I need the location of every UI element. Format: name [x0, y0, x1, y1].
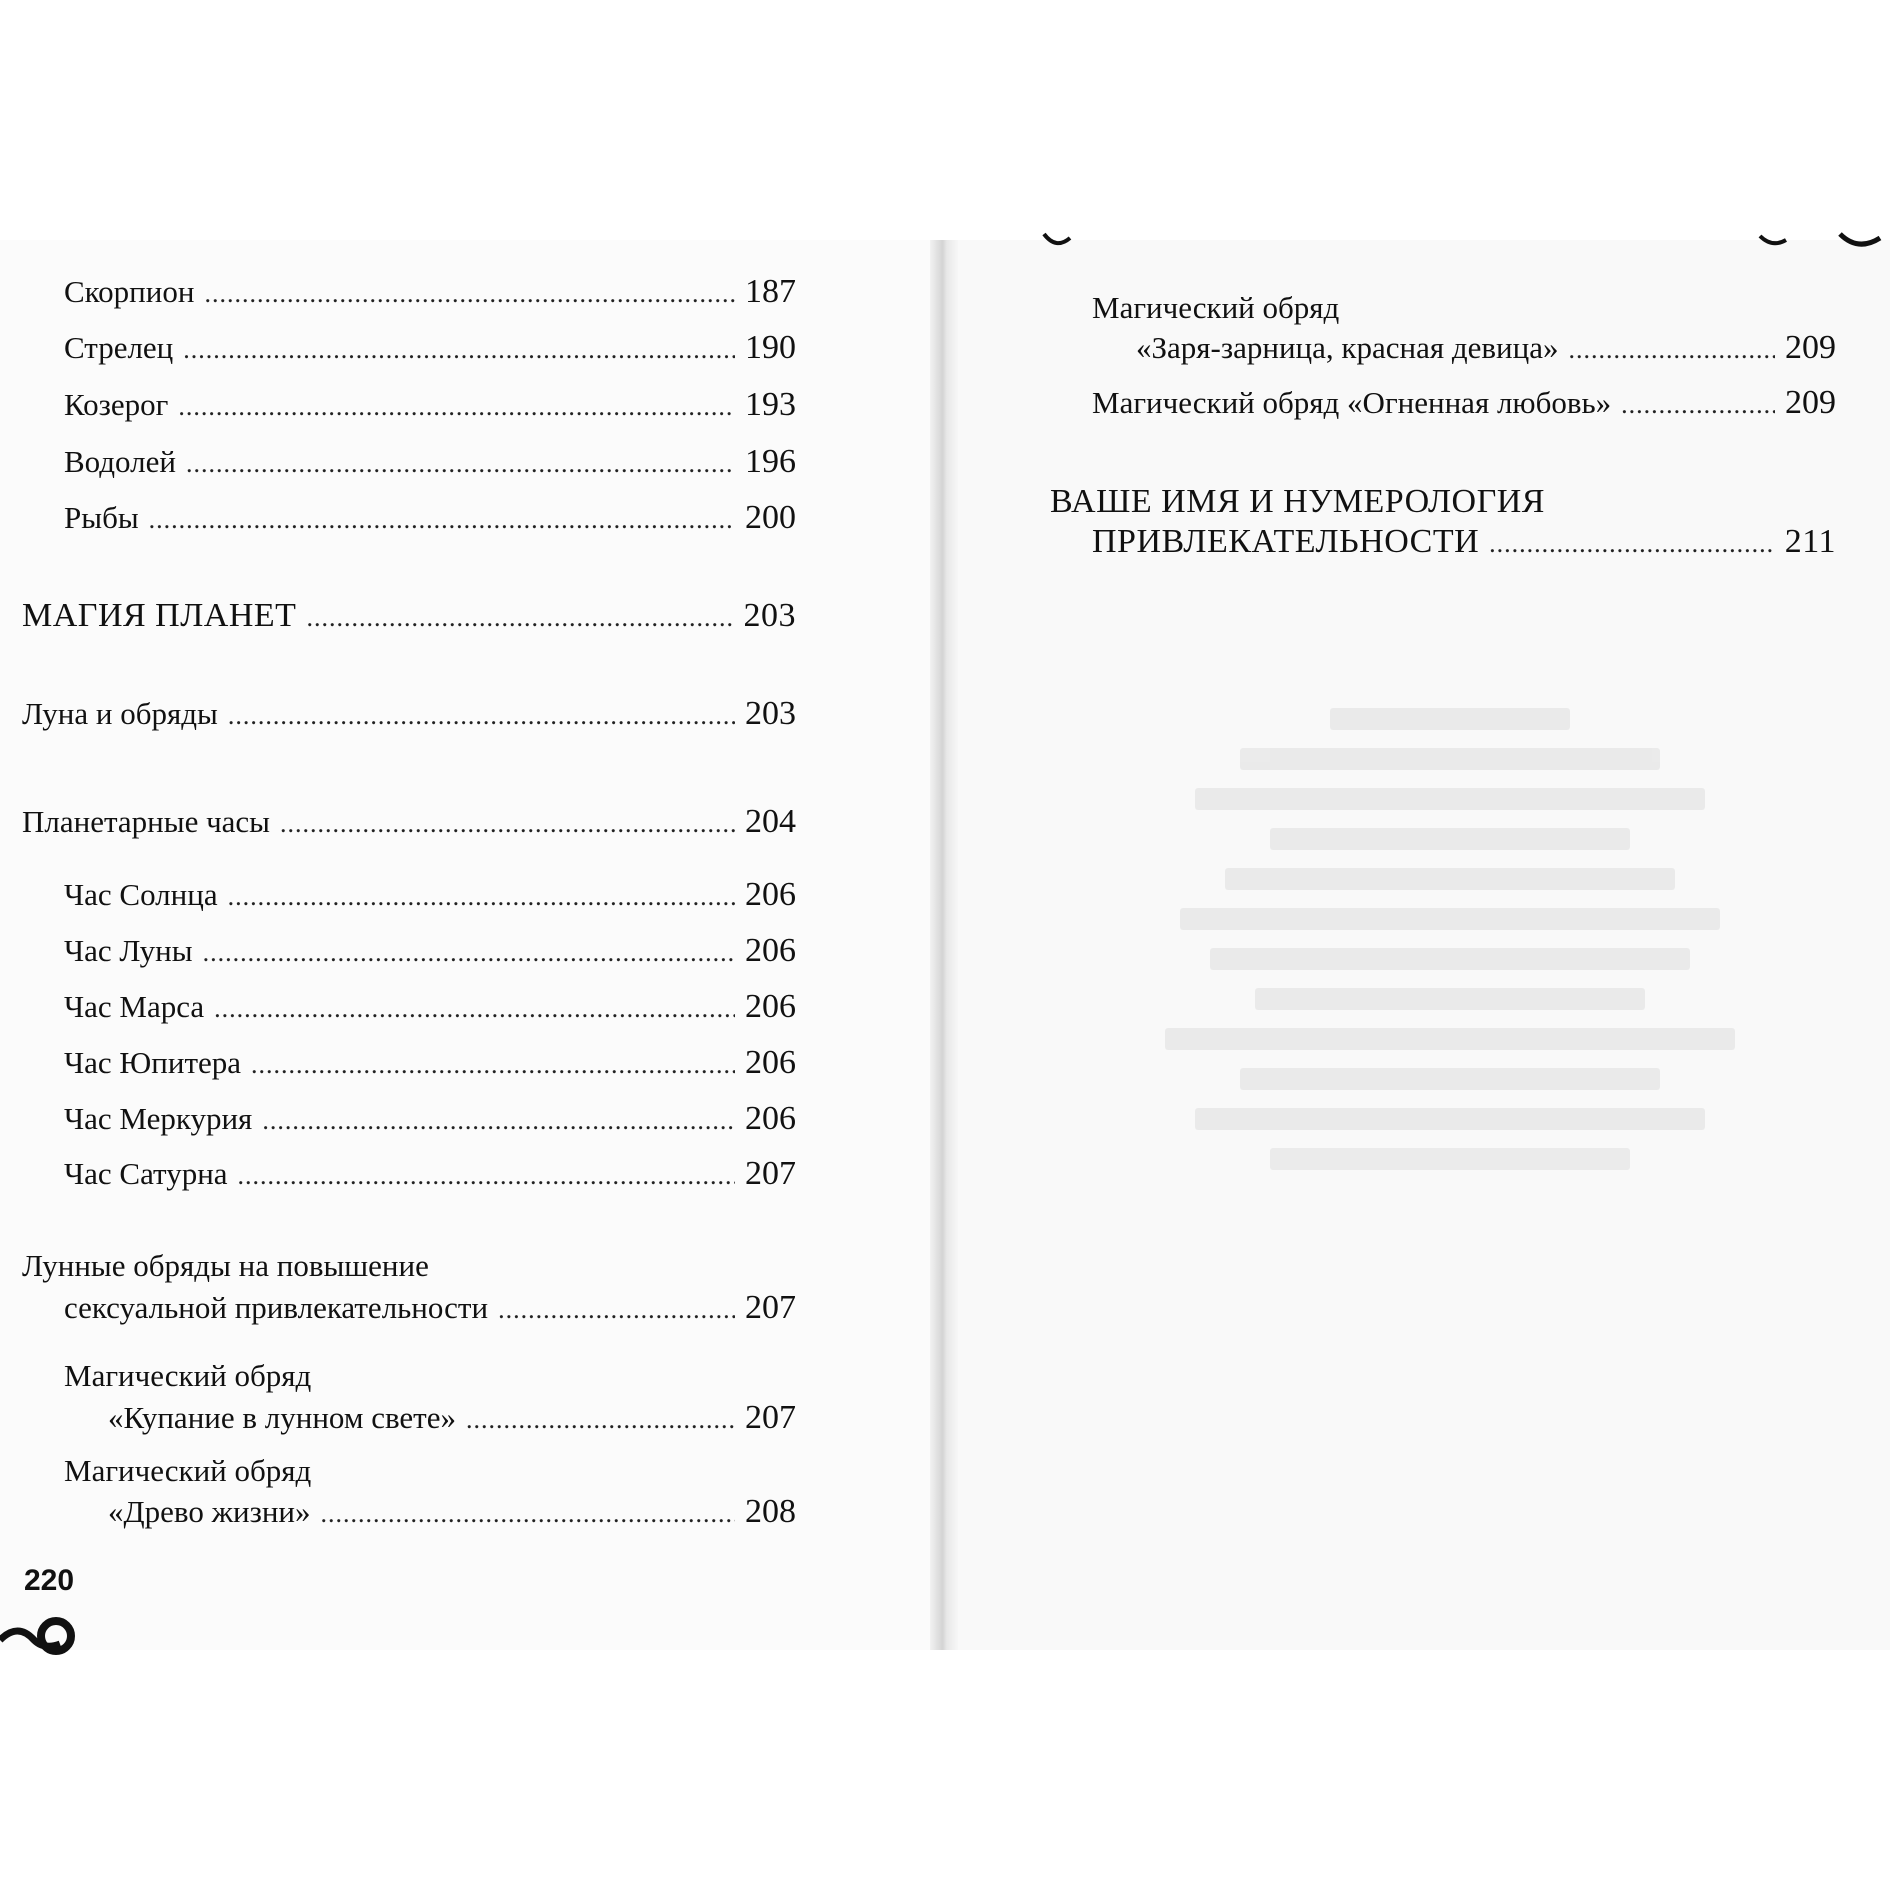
dot-leader [149, 500, 735, 540]
toc-entry-title: «Купание в лунном свете» [108, 1400, 456, 1435]
dot-leader [214, 989, 735, 1029]
toc-entry[interactable] [1092, 383, 1836, 425]
toc-entry[interactable] [22, 694, 796, 736]
toc-section-heading[interactable] [22, 596, 796, 638]
toc-entry-page: 206 [745, 876, 796, 913]
toc-entry-title: Рыбы [64, 500, 139, 535]
toc-entry[interactable] [64, 987, 796, 1029]
toc-entry[interactable] [64, 1099, 796, 1141]
toc-entry-title: «Древо жизни» [108, 1494, 311, 1529]
toc-entry-page: 206 [745, 1100, 796, 1137]
toc-entry-title: МАГИЯ ПЛАНЕТ [22, 597, 297, 634]
dot-leader [262, 1101, 735, 1141]
dot-leader [186, 444, 735, 484]
toc-entry[interactable] [64, 385, 796, 427]
toc-entry-title: Час Меркурия [64, 1101, 253, 1136]
dot-leader [466, 1400, 735, 1440]
dot-leader [280, 804, 735, 844]
toc-entry-title: Час Луны [64, 933, 193, 968]
toc-entry-title: Магический обряд «Огненная любовь» [1092, 385, 1612, 420]
toc-entry[interactable] [64, 272, 796, 314]
dot-leader [1489, 524, 1775, 564]
toc-entry-page: 206 [745, 988, 796, 1025]
toc-entry-page: 209 [1785, 329, 1836, 366]
toc-entry[interactable] [64, 1288, 796, 1330]
toc-entry-title: Луна и обряды [22, 696, 218, 731]
page-ornament-icon [1740, 232, 1890, 252]
toc-entry-title: Стрелец [64, 330, 174, 365]
toc-entry-title-line1: Лунные обряды на повышение [22, 1248, 429, 1283]
dot-leader [178, 387, 735, 427]
dot-leader [238, 1156, 735, 1196]
toc-entry-page: 211 [1784, 523, 1836, 560]
toc-entry-title: Скорпион [64, 274, 195, 309]
toc-entry-page: 207 [745, 1399, 796, 1436]
dot-leader [251, 1045, 735, 1085]
toc-entry-title: ПРИВЛЕКАТЕЛЬНОСТИ [1092, 523, 1480, 560]
toc-entry[interactable] [64, 875, 796, 917]
toc-entry[interactable] [64, 328, 796, 370]
toc-entry-page: 193 [745, 386, 796, 423]
dot-leader [228, 877, 735, 917]
toc-entry[interactable] [22, 802, 796, 844]
toc-entry[interactable] [64, 931, 796, 973]
toc-entry-page: 203 [743, 597, 796, 634]
dot-leader [203, 933, 735, 973]
toc-entry-title: сексуальной привлекательности [64, 1290, 489, 1325]
toc-entry-title: Час Солнца [64, 877, 218, 912]
toc-entry-title: Козерог [64, 387, 169, 422]
toc-entry-page: 200 [745, 499, 796, 536]
toc-entry[interactable] [108, 1398, 796, 1440]
dot-leader [228, 696, 735, 736]
toc-entry[interactable] [64, 1154, 796, 1196]
dot-leader [498, 1290, 735, 1330]
dot-leader [204, 274, 735, 314]
page-number: 220 [24, 1564, 75, 1597]
toc-entry[interactable] [64, 442, 796, 484]
toc-entry[interactable] [64, 498, 796, 540]
toc-entry-page: 209 [1785, 384, 1836, 421]
toc-entry-page: 206 [745, 932, 796, 969]
toc-entry-title-line1: Магический обряд [64, 1453, 312, 1488]
toc-entry-title-line1: Магический обряд [64, 1358, 312, 1393]
toc-entry-page: 207 [745, 1289, 796, 1326]
book-gutter [930, 240, 958, 1650]
toc-entry-title-line1: Магический обряд [1092, 290, 1340, 325]
toc-entry-page: 187 [745, 273, 796, 310]
toc-entry-page: 203 [745, 695, 796, 732]
toc-entry[interactable] [64, 1043, 796, 1085]
dot-leader [321, 1494, 735, 1534]
dot-leader [306, 598, 733, 638]
toc-section-heading[interactable] [1092, 522, 1836, 564]
toc-entry[interactable] [1136, 328, 1836, 370]
toc-section-heading-line1: ВАШЕ ИМЯ И НУМЕРОЛОГИЯ [1050, 483, 1545, 520]
toc-entry-title: Водолей [64, 444, 176, 479]
toc-entry-page: 206 [745, 1044, 796, 1081]
dot-leader [183, 330, 735, 370]
page-ornament-icon [0, 1610, 80, 1656]
toc-entry-page: 207 [745, 1155, 796, 1192]
toc-entry-page: 196 [745, 443, 796, 480]
toc-entry[interactable] [108, 1492, 796, 1534]
dot-leader [1621, 385, 1775, 425]
toc-entry-page: 208 [745, 1493, 796, 1530]
dot-leader [1568, 330, 1775, 370]
toc-entry-title: «Заря-зарница, красная девица» [1136, 330, 1559, 365]
toc-entry-title: Час Марса [64, 989, 205, 1024]
toc-entry-title: Планетарные часы [22, 804, 271, 839]
toc-entry-title: Час Юпитера [64, 1045, 242, 1080]
page-ornament-icon [1042, 232, 1072, 250]
toc-entry-title: Час Сатурна [64, 1156, 228, 1191]
toc-entry-page: 190 [745, 329, 796, 366]
right-page [944, 240, 1890, 1650]
toc-entry-page: 204 [745, 803, 796, 840]
